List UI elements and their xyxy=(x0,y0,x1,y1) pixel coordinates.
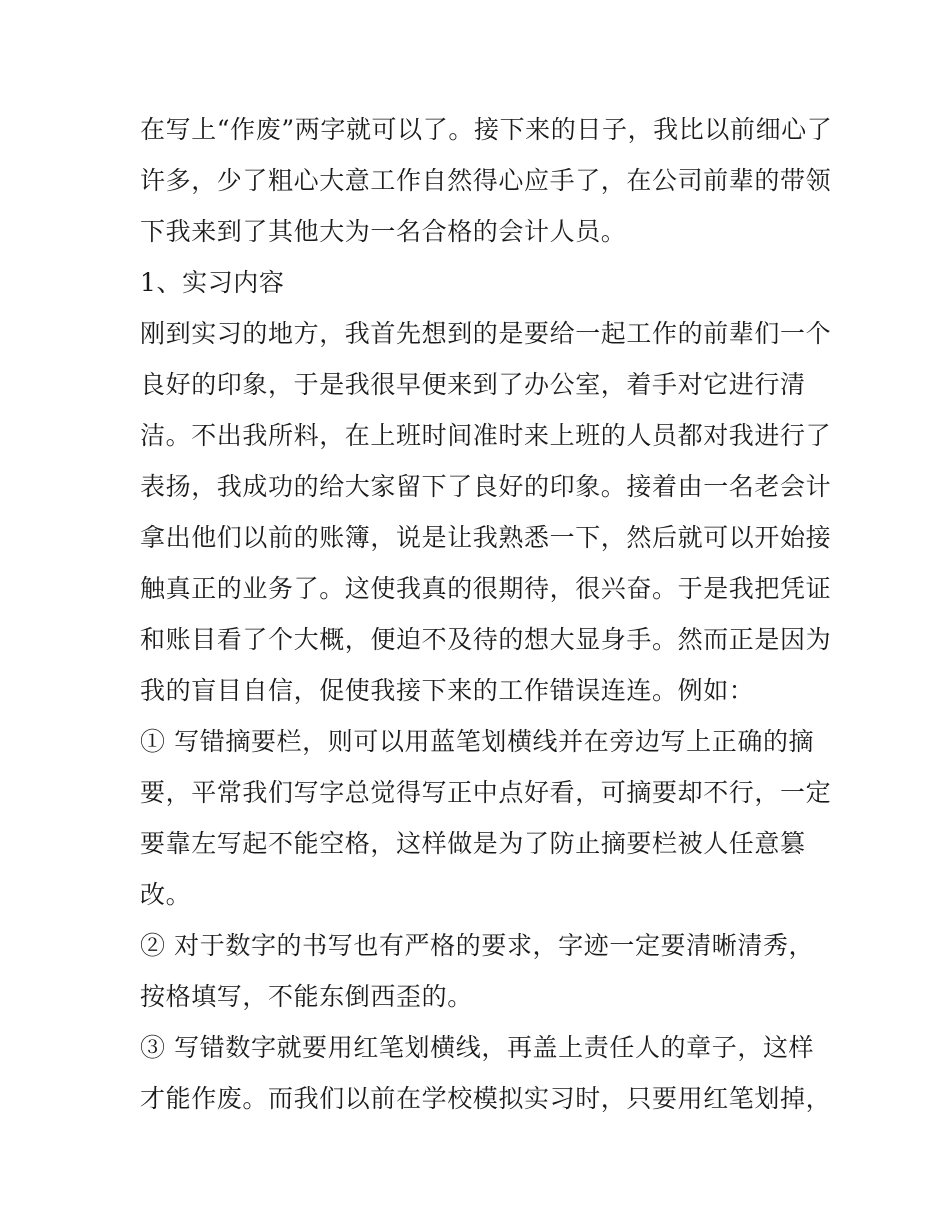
text-line: 下我来到了其他大为一名合格的会计人员。 xyxy=(140,217,627,246)
text-line: 和账目看了个大概，便迫不及待的想大显身手。然而正是因为 xyxy=(140,625,832,654)
text-line: 洁。不出我所料，在上班时间准时来上班的人员都对我进行了 xyxy=(140,421,832,450)
list-item-1: ① 写错摘要栏，则可以用蓝笔划横线并在旁边写上正确的摘 xyxy=(140,727,815,756)
text-line: 刚到实习的地方，我首先想到的是要给一起工作的前辈们一个 xyxy=(140,319,832,348)
text-line: 改。 xyxy=(140,880,192,909)
text-line: 要靠左写起不能空格，这样做是为了防止摘要栏被人任意篡 xyxy=(140,829,806,858)
text-line: 我的盲目自信，促使我接下来的工作错误连连。例如： xyxy=(140,676,755,705)
list-item-3: ③ 写错数字就要用红笔划横线，再盖上责任人的章子，这样 xyxy=(140,1033,815,1062)
section-heading: 1、实习内容 xyxy=(140,268,285,297)
text-line: 触真正的业务了。这使我真的很期待，很兴奋。于是我把凭证 xyxy=(140,574,832,603)
text-line: 良好的印象，于是我很早便来到了办公室，着手对它进行清 xyxy=(140,370,806,399)
text-line: 拿出他们以前的账簿，说是让我熟悉一下，然后就可以开始接 xyxy=(140,523,832,552)
text-line: 许多，少了粗心大意工作自然得心应手了，在公司前辈的带领 xyxy=(140,166,832,195)
text-line: 才能作废。而我们以前在学校模拟实习时，只要用红笔划掉， xyxy=(140,1084,832,1113)
text-line: 要，平常我们写字总觉得写正中点好看，可摘要却不行，一定 xyxy=(140,778,832,807)
document-body xyxy=(140,104,833,1124)
text-line: 表扬，我成功的给大家留下了良好的印象。接着由一名老会计 xyxy=(140,472,832,501)
text-line: 按格填写，不能东倒西歪的。 xyxy=(140,982,473,1011)
text-line: 在写上“作废”两字就可以了。接下来的日子，我比以前细心了 xyxy=(140,115,833,144)
list-item-2: ② 对于数字的书写也有严格的要求，字迹一定要清晰清秀， xyxy=(140,931,815,960)
